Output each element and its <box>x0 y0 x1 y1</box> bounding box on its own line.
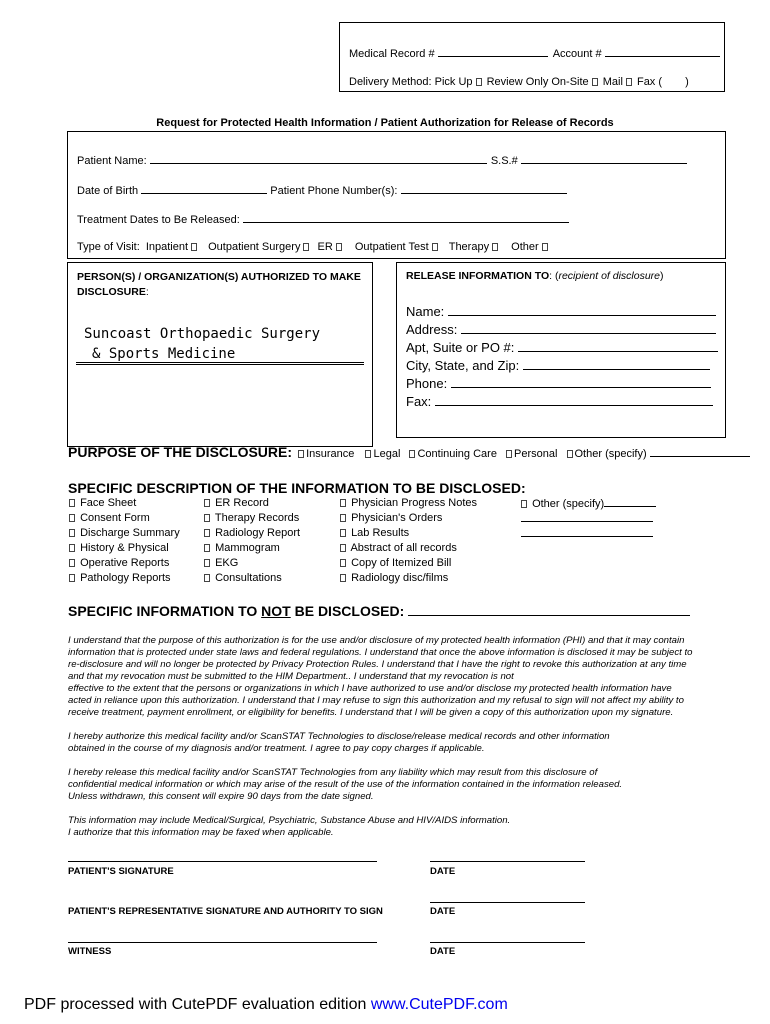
item-er-record[interactable]: ER Record <box>201 496 300 511</box>
footer-text: PDF processed with CutePDF evaluation edition <box>24 996 371 1013</box>
visit-other: Other <box>511 241 539 253</box>
dob-label: Date of Birth <box>77 185 139 197</box>
other-specify-field-3[interactable] <box>521 526 653 537</box>
visit-label: Type of Visit: <box>77 241 140 253</box>
inpatient-checkbox[interactable] <box>191 243 197 251</box>
other-specify-row-2 <box>518 511 656 526</box>
footer <box>24 996 508 1014</box>
mail-checkbox[interactable] <box>626 78 632 86</box>
treatment-field[interactable] <box>243 211 569 223</box>
patient-signature-label: PATIENT'S SIGNATURE <box>68 866 174 877</box>
org-line-1: Suncoast Orthopaedic Surgery <box>84 326 321 342</box>
item-ekg[interactable]: EKG <box>201 556 300 571</box>
release-address-field[interactable] <box>461 322 716 334</box>
purpose-other: Other (specify) <box>574 448 647 460</box>
delivery-option-pickup: Pick Up <box>434 76 473 88</box>
release-name-field[interactable] <box>448 304 716 316</box>
account-field[interactable] <box>605 45 720 57</box>
not-disclosed-field[interactable] <box>408 602 690 616</box>
pickup-checkbox[interactable] <box>476 78 482 86</box>
item-lab-results[interactable]: Lab Results <box>337 526 477 541</box>
item-history-physical[interactable]: History & Physical <box>66 541 180 556</box>
dob-field[interactable] <box>141 182 267 194</box>
delivery-option-review: Review Only On-Site <box>486 76 589 88</box>
item-operative-reports[interactable]: Operative Reports <box>66 556 180 571</box>
item-discharge-summary[interactable]: Discharge Summary <box>66 526 180 541</box>
release-city-field[interactable] <box>523 358 710 370</box>
item-radiology-disc[interactable]: Radiology disc/films <box>337 571 477 586</box>
delivery-close: ) <box>685 76 689 88</box>
purpose-other-checkbox[interactable] <box>567 450 573 458</box>
release-phone-field[interactable] <box>451 376 711 388</box>
release-address-row: Address: <box>406 321 718 339</box>
review-checkbox[interactable] <box>592 78 598 86</box>
witness-date-line[interactable] <box>430 942 585 943</box>
item-consent-form[interactable]: Consent Form <box>66 511 180 526</box>
specific-col-4 <box>518 496 656 541</box>
patient-date-label: DATE <box>430 866 456 877</box>
release-subheading: recipient of disclosure <box>558 270 661 282</box>
patient-name-row <box>77 152 687 167</box>
cutepdf-link[interactable]: www.CutePDF.com <box>370 996 508 1013</box>
account-label: Account # <box>552 48 602 60</box>
ss-label: S.S.# <box>490 155 518 167</box>
medical-record-label: Medical Record # <box>349 48 435 60</box>
patient-date-line[interactable] <box>430 861 585 862</box>
delivery-option-fax: Fax ( <box>636 76 663 88</box>
phone-field[interactable] <box>401 182 567 194</box>
purpose-personal: Personal <box>514 448 558 460</box>
release-fax-row: Fax: <box>406 393 718 411</box>
other-specify-field-2[interactable] <box>521 511 653 522</box>
authorized-org <box>84 324 320 364</box>
not-underlined: NOT <box>261 603 291 619</box>
insurance-checkbox[interactable] <box>298 450 304 458</box>
treatment-row <box>77 211 569 226</box>
not-disclosed-row: SPECIFIC INFORMATION TO NOT BE DISCLOSED: <box>68 602 690 619</box>
dob-row <box>77 182 567 197</box>
purpose-insurance: Insurance <box>306 448 355 460</box>
item-itemized-bill[interactable]: Copy of Itemized Bill <box>337 556 477 571</box>
er-checkbox[interactable] <box>336 243 342 251</box>
specific-heading: SPECIFIC DESCRIPTION OF THE INFORMATION TO BE DISCLOSED: <box>68 480 526 496</box>
visit-outpatient-surgery: Outpatient Surgery <box>208 241 301 253</box>
visit-row <box>77 241 550 253</box>
phone-label: Patient Phone Number(s): <box>270 185 398 197</box>
release-name-row: Name: <box>406 303 718 321</box>
release-apt-row: Apt, Suite or PO #: <box>406 339 718 357</box>
item-physician-progress-notes[interactable]: Physician Progress Notes <box>337 496 477 511</box>
outpatient-surgery-checkbox[interactable] <box>303 243 309 251</box>
item-pathology-reports[interactable]: Pathology Reports <box>66 571 180 586</box>
purpose-continuing-care: Continuing Care <box>417 448 497 460</box>
release-fax-field[interactable] <box>435 394 713 406</box>
org-rule <box>76 362 364 365</box>
delivery-row <box>349 76 689 88</box>
witness-label: WITNESS <box>68 946 112 957</box>
legal-checkbox[interactable] <box>365 450 371 458</box>
release-city-row: City, State, and Zip: <box>406 357 718 375</box>
representative-date-line[interactable] <box>430 902 585 903</box>
witness-line[interactable] <box>68 942 377 943</box>
legal-text: I understand that the purpose of this authorization is for the use and/or disclosure of my protected health information (PHI) and that it may contain information that is protected under state laws and federal regulations. I understand that once the above information is disclosed it may be subject to re-disclosure and will no longer be protected by Privacy Protection Rules. I understand that I have the right to revoke this authorization at any time and that my revocation must be submitted to the HIM Department.. I understand that my revocation is not effective to the extent that the persons or organizations in which I have authorized to use and/or disclose my protected health information have acted in reliance upon this authorization. I understand that I may refuse to sign this authorization and my refusal to sign will not affect my ability to receive treatment, payment enrollment, or eligibility for benefits. I understand that I will be given a copy of this authorization upon my signature. I hereby authorize this medical facility and/or ScanSTAT Technologies to disclose/release medical records and other information obtained in the course of my diagnosis and/or treatment. I agree to pay copy charges if applicable. I hereby release this medical facility and/or ScanSTAT Technologies from any liability which may result from this disclosure of confidential medical information or which may arise of the result of the use of the information contained in the information released. Unless withdrawn, this consent will expire 90 days from the date signed. This information may include Medical/Surgical, Psychiatric, Substance Abuse and HIV/AIDS information. I authorize that this information may be faxed when applicable. <box>68 635 693 838</box>
other-specify-row-3 <box>518 526 656 541</box>
release-heading: RELEASE INFORMATION TO: (recipient of disclosure) <box>406 270 664 282</box>
item-face-sheet[interactable]: Face Sheet <box>66 496 180 511</box>
other-checkbox[interactable] <box>542 243 548 251</box>
therapy-checkbox[interactable] <box>492 243 498 251</box>
witness-date-label: DATE <box>430 946 456 957</box>
item-abstract-records[interactable]: Abstract of all records <box>337 541 477 556</box>
representative-date-label: DATE <box>430 906 456 917</box>
purpose-row <box>68 444 750 460</box>
patient-signature-line[interactable] <box>68 861 377 862</box>
visit-outpatient-test: Outpatient Test <box>354 241 429 253</box>
release-phone-row: Phone: <box>406 375 718 393</box>
release-fields <box>406 303 718 411</box>
patient-name-field[interactable] <box>150 152 487 164</box>
continuing-care-checkbox[interactable] <box>409 450 415 458</box>
delivery-option-mail: Mail <box>602 76 623 88</box>
purpose-legal: Legal <box>373 448 401 460</box>
org-line-2: & Sports Medicine <box>92 346 236 362</box>
visit-inpatient: Inpatient <box>145 241 189 253</box>
specific-col-1 <box>66 496 180 586</box>
authorized-heading: PERSON(S) / ORGANIZATION(S) AUTHORIZED TO MAKE DISCLOSURE: <box>77 271 361 298</box>
item-physicians-orders[interactable]: Physician's Orders <box>337 511 477 526</box>
specific-col-3 <box>337 496 477 586</box>
item-other[interactable]: Other (specify) <box>518 496 656 511</box>
item-consultations[interactable]: Consultations <box>201 571 300 586</box>
visit-er: ER <box>317 241 333 253</box>
outpatient-test-checkbox[interactable] <box>432 243 438 251</box>
other-specify-field-1[interactable] <box>604 496 656 507</box>
item-radiology-report[interactable]: Radiology Report <box>201 526 300 541</box>
personal-checkbox[interactable] <box>506 450 512 458</box>
medical-record-field[interactable] <box>438 45 548 57</box>
ss-field[interactable] <box>521 152 687 164</box>
treatment-label: Treatment Dates to Be Released: <box>77 214 240 226</box>
item-therapy-records[interactable]: Therapy Records <box>201 511 300 526</box>
form-title: Request for Protected Health Information / Patient Authorization for Release of Records <box>156 117 614 129</box>
representative-signature-label: PATIENT'S REPRESENTATIVE SIGNATURE AND AUTHORITY TO SIGN <box>68 906 383 917</box>
purpose-other-field[interactable] <box>650 445 750 457</box>
delivery-label: Delivery Method: <box>349 76 432 88</box>
visit-therapy: Therapy <box>448 241 490 253</box>
release-apt-field[interactable] <box>518 340 718 352</box>
item-mammogram[interactable]: Mammogram <box>201 541 300 556</box>
purpose-heading: PURPOSE OF THE DISCLOSURE: <box>68 444 293 460</box>
specific-col-2 <box>201 496 300 586</box>
medical-record-row <box>349 45 720 60</box>
patient-name-label: Patient Name: <box>77 155 147 167</box>
